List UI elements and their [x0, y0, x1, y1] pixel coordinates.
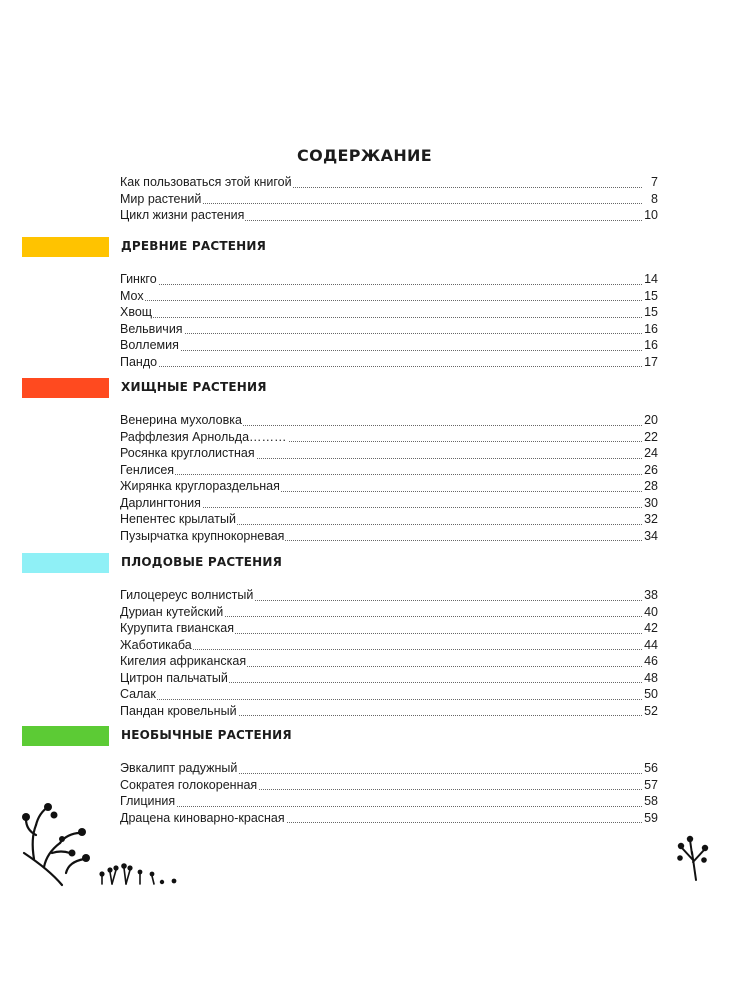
- entry-page: 50: [644, 687, 658, 701]
- entry-title: Жирянка круглораздельная: [120, 479, 280, 493]
- entry-title: Венерина мухоловка: [120, 413, 242, 427]
- leader-dots: [120, 474, 642, 475]
- toc-entry[interactable]: [120, 760, 658, 777]
- entry-title: Генлисея: [120, 462, 175, 477]
- toc-entry[interactable]: [120, 686, 658, 703]
- toc-entry[interactable]: [120, 337, 658, 354]
- toc-entry[interactable]: [120, 653, 658, 670]
- entry-page: 8: [651, 191, 658, 206]
- leader-dots: [120, 284, 642, 285]
- leader-dots: [120, 333, 642, 334]
- entry-page: 56: [644, 761, 658, 775]
- entry-title: Жаботикаба: [120, 637, 192, 652]
- entry-title: Эвкалипт радужный: [120, 761, 238, 775]
- entry-title: Гинкго: [120, 272, 157, 286]
- page-title: СОДЕРЖАНИЕ: [297, 146, 432, 165]
- leader-dots: [120, 806, 642, 807]
- entry-page: 48: [644, 670, 658, 685]
- entry-title: Цикл жизни растения: [120, 208, 245, 222]
- toc-entry[interactable]: [120, 429, 658, 446]
- section-header-carnivorous: [0, 378, 729, 398]
- branch-illustration-icon: [14, 795, 104, 890]
- section-color-swatch: [22, 237, 109, 257]
- entry-title: Сократея голокоренная: [120, 777, 258, 792]
- entry-page: 42: [644, 621, 658, 635]
- section-header-fruit: [0, 553, 729, 573]
- toc-entry[interactable]: [120, 777, 658, 794]
- entry-title: Мох: [120, 288, 144, 303]
- entry-title: Пандо: [120, 354, 158, 369]
- leader-dots: [120, 699, 642, 700]
- toc-entry[interactable]: [120, 670, 658, 687]
- section-list-unusual: [120, 760, 658, 826]
- entry-page: 38: [644, 588, 658, 602]
- toc-entry[interactable]: [120, 604, 658, 621]
- toc-entry[interactable]: [120, 462, 658, 479]
- toc-entry[interactable]: [120, 207, 658, 224]
- entry-page: 44: [644, 637, 658, 652]
- leader-dots: [120, 300, 642, 301]
- entry-page: 34: [644, 528, 658, 543]
- toc-entry[interactable]: [120, 478, 658, 495]
- entry-page: 58: [644, 794, 658, 808]
- entry-title: Раффлезия Арнольда………: [120, 429, 287, 444]
- section-color-swatch: [22, 378, 109, 398]
- entry-title: Воллемия: [120, 338, 179, 352]
- entry-page: 20: [644, 413, 658, 427]
- section-list-carnivorous: [120, 412, 658, 544]
- entry-page: 32: [644, 512, 658, 526]
- entry-title: Драцена киноварно-красная: [120, 810, 285, 825]
- entry-page: 30: [644, 495, 658, 510]
- toc-entry[interactable]: [120, 637, 658, 654]
- entry-page: 24: [644, 446, 658, 460]
- entry-page: 17: [644, 354, 658, 369]
- entry-title: Росянка круглолистная: [120, 446, 255, 460]
- section-title: НЕОБЫЧНЫЕ РАСТЕНИЯ: [121, 728, 292, 742]
- entry-page: 15: [644, 305, 658, 319]
- toc-entry[interactable]: [120, 304, 658, 321]
- toc-entry[interactable]: [120, 288, 658, 305]
- section-title: ПЛОДОВЫЕ РАСТЕНИЯ: [121, 555, 283, 569]
- section-color-swatch: [22, 726, 109, 746]
- entry-page: 46: [644, 654, 658, 668]
- entry-page: 7: [651, 175, 658, 189]
- toc-entry[interactable]: [120, 528, 658, 545]
- entry-title: Гилоцереус волнистый: [120, 588, 254, 602]
- section-color-swatch: [22, 553, 109, 573]
- toc-entry[interactable]: [120, 321, 658, 338]
- toc-entry[interactable]: [120, 271, 658, 288]
- entry-title: Кигелия африканская: [120, 654, 247, 668]
- entry-title: Хвощ: [120, 305, 153, 319]
- leader-dots: [120, 366, 642, 367]
- section-title: ХИЩНЫЕ РАСТЕНИЯ: [121, 380, 267, 394]
- entry-page: 15: [644, 288, 658, 303]
- entry-title: Непентес крылатый: [120, 512, 236, 526]
- toc-entry[interactable]: [120, 412, 658, 429]
- entry-title: Пандан кровельный: [120, 703, 237, 718]
- section-list-ancient: [120, 271, 658, 370]
- section-header-ancient: [0, 237, 729, 257]
- intro-list: [120, 174, 658, 224]
- entry-title: Вельвичия: [120, 321, 183, 336]
- leader-dots: [120, 649, 642, 650]
- entry-title: Глициния: [120, 794, 176, 808]
- toc-entry[interactable]: [120, 191, 658, 208]
- entry-page: 59: [644, 810, 658, 825]
- section-header-unusual: [0, 726, 729, 746]
- leader-dots: [120, 350, 642, 351]
- toc-entry[interactable]: [120, 620, 658, 637]
- entry-page: 28: [644, 479, 658, 493]
- toc-entry[interactable]: [120, 495, 658, 512]
- entry-title: Как пользоваться этой книгой: [120, 175, 292, 189]
- entry-page: 16: [644, 321, 658, 336]
- entry-page: 22: [644, 429, 658, 444]
- entry-page: 52: [644, 703, 658, 718]
- entry-page: 14: [644, 272, 658, 286]
- entry-page: 16: [644, 338, 658, 352]
- section-list-fruit: [120, 587, 658, 719]
- entry-title: Пузырчатка крупнокорневая: [120, 528, 285, 543]
- entry-title: Дарлингтония: [120, 495, 201, 510]
- entry-title: Цитрон пальчатый: [120, 670, 228, 685]
- toc-entry[interactable]: [120, 445, 658, 462]
- toc-entry[interactable]: [120, 810, 658, 827]
- toc-entry[interactable]: [120, 703, 658, 720]
- entry-title: Дуриан кутейский: [120, 604, 224, 619]
- leader-dots: [120, 317, 642, 318]
- entry-title: Салак: [120, 687, 156, 701]
- entry-title: Курупита гвианская: [120, 621, 234, 635]
- toc-entry[interactable]: [120, 511, 658, 528]
- toc-entry[interactable]: [120, 793, 658, 810]
- entry-page: 10: [644, 208, 658, 222]
- sprouts-illustration-icon: [96, 858, 186, 888]
- entry-page: 26: [644, 462, 658, 477]
- entry-page: 40: [644, 604, 658, 619]
- section-title: ДРЕВНИЕ РАСТЕНИЯ: [121, 239, 267, 253]
- toc-entry[interactable]: [120, 174, 658, 191]
- entry-title: Мир растений: [120, 191, 202, 206]
- entry-page: 57: [644, 777, 658, 792]
- toc-entry[interactable]: [120, 587, 658, 604]
- toc-entry[interactable]: [120, 354, 658, 371]
- sprig-illustration-icon: [670, 832, 710, 882]
